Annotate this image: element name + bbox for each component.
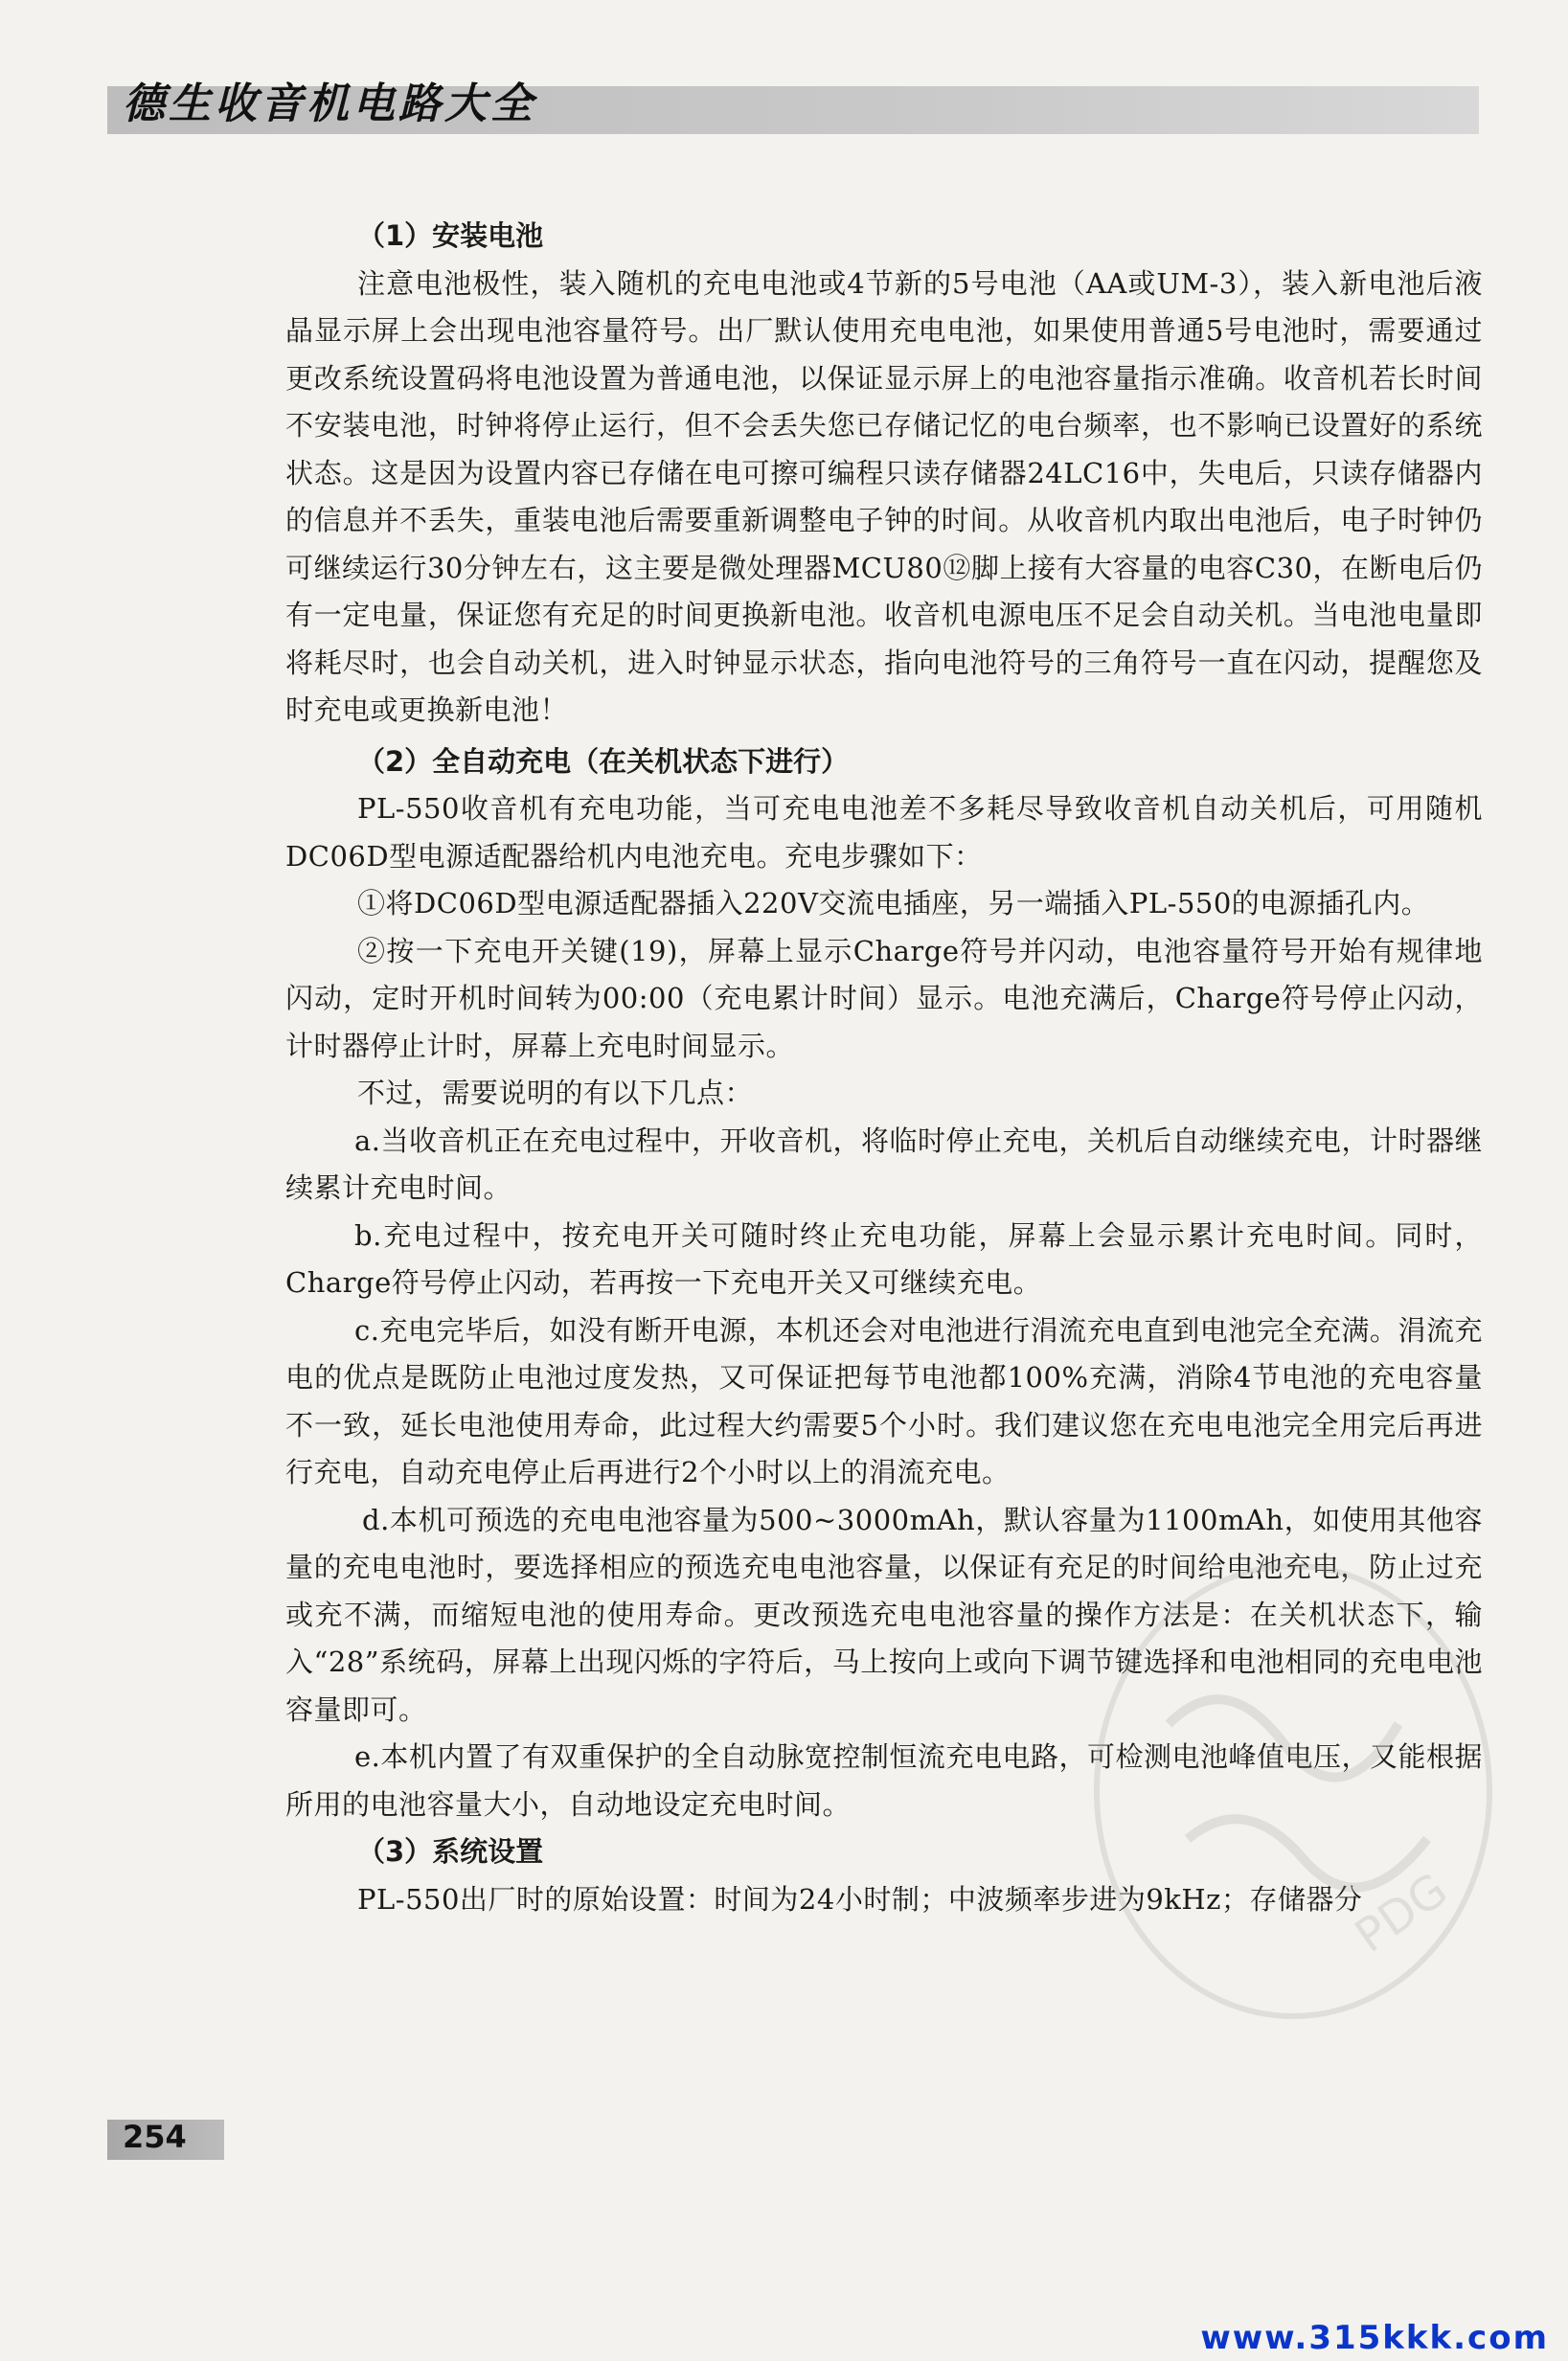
- paragraph: PL-550出厂时的原始设置：时间为24小时制；中波频率步进为9kHz；存储器分: [357, 1882, 1363, 1916]
- seal-text: PDG: [1345, 1862, 1458, 1964]
- paragraph: 不过，需要说明的有以下几点：: [357, 1077, 754, 1109]
- note-item: d.本机可预选的充电电池容量为500~3000mAh，默认容量为1100mAh，如使用其他容量的充电电池时，要选择相应的预选充电电池容量，以保证有充足的时间给电池充电，防止过充或充不满，而缩短电池的使用寿命。更改预选充电电池容量的操作方法是：在关机状态下，输入“28”系统码，屏幕上出现闪烁的字符后，马上按向上或向下调节键选择和电池相同的充电电池容量即可。: [285, 1503, 1483, 1726]
- note-item: b.充电过程中，按充电开关可随时终止充电功能，屏幕上会显示累计充电时间。同时，Charge符号停止闪动，若再按一下充电开关又可继续充电。: [285, 1218, 1483, 1299]
- site-watermark: www.315kkk.com: [1200, 2319, 1549, 2357]
- paragraph: 注意电池极性，装入随机的充电电池或4节新的5号电池（AA或UM-3），装入新电池后液晶显示屏上会出现电池容量符号。出厂默认使用充电电池，如果使用普通5号电池时，需要通过更改系统设置码将电池设置为普通电池，以保证显示屏上的电池容量指示准确。收音机若长时间不安装电池，时钟将停止运行，但不会丢失您已存储记忆的电台频率，也不影响已设置好的系统状态。这是因为设置内容已存储在电可擦可编程只读存储器24LC16中，失电后，只读存储器内的信息并不丢失，重装电池后需要重新调整电子钟的时间。从收音机内取出电池后，电子时钟仍可继续运行30分钟左右，这主要是微处理器MCU80⑫脚上接有大容量的电容C30，在断电后仍有一定电量，保证您有充足的时间更换新电池。收音机电源电压不足会自动关机。当电池电量即将耗尽时，也会自动关机，进入时钟显示状态，指向电池符号的三角符号一直在闪动，提醒您及时充电或更换新电池！: [285, 266, 1483, 726]
- book-title: 德生收音机电路大全: [123, 79, 536, 128]
- paragraph: PL-550收音机有充电功能，当可充电电池差不多耗尽导致收音机自动关机后，可用随机DC06D型电源适配器给机内电池充电。充电步骤如下：: [285, 792, 1483, 873]
- section-heading-battery: （1）安装电池: [357, 219, 544, 252]
- step-item: ②按一下充电开关键(19)，屏幕上显示Charge符号并闪动，电池容量符号开始有规律地闪动，定时开机时间转为00:00（充电累计时间）显示。电池充满后，Charge符号停止闪动，计时器停止计时，屏幕上充电时间显示。: [285, 934, 1483, 1062]
- note-item: a.当收音机正在充电过程中，开收音机，将临时停止充电，关机后自动继续充电，计时器继续累计充电时间。: [285, 1124, 1484, 1204]
- step-item: ①将DC06D型电源适配器插入220V交流电插座，另一端插入PL-550的电源插孔内。: [357, 887, 1430, 919]
- section-heading-charging: （2）全自动充电（在关机状态下进行）: [357, 744, 850, 778]
- page-number: 254: [123, 2119, 187, 2155]
- note-item: e.本机内置了有双重保护的全自动脉宽控制恒流充电电路，可检测电池峰值电压，又能根据所用的电池容量大小，自动地设定充电时间。: [285, 1740, 1483, 1821]
- note-item: c.充电完毕后，如没有断开电源，本机还会对电池进行涓流充电直到电池完全充满。涓流充电的优点是既防止电池过度发热，又可保证把每节电池都100%充满，消除4节电池的充电容量不一致，延长电池使用寿命，此过程大约需要5个小时。我们建议您在充电电池完全用完后再进行充电，自动充电停止后再进行2个小时以上的涓流充电。: [285, 1313, 1483, 1488]
- section-heading-system-settings: （3）系统设置: [357, 1835, 544, 1868]
- library-seal-stamp: [1082, 1552, 1504, 2031]
